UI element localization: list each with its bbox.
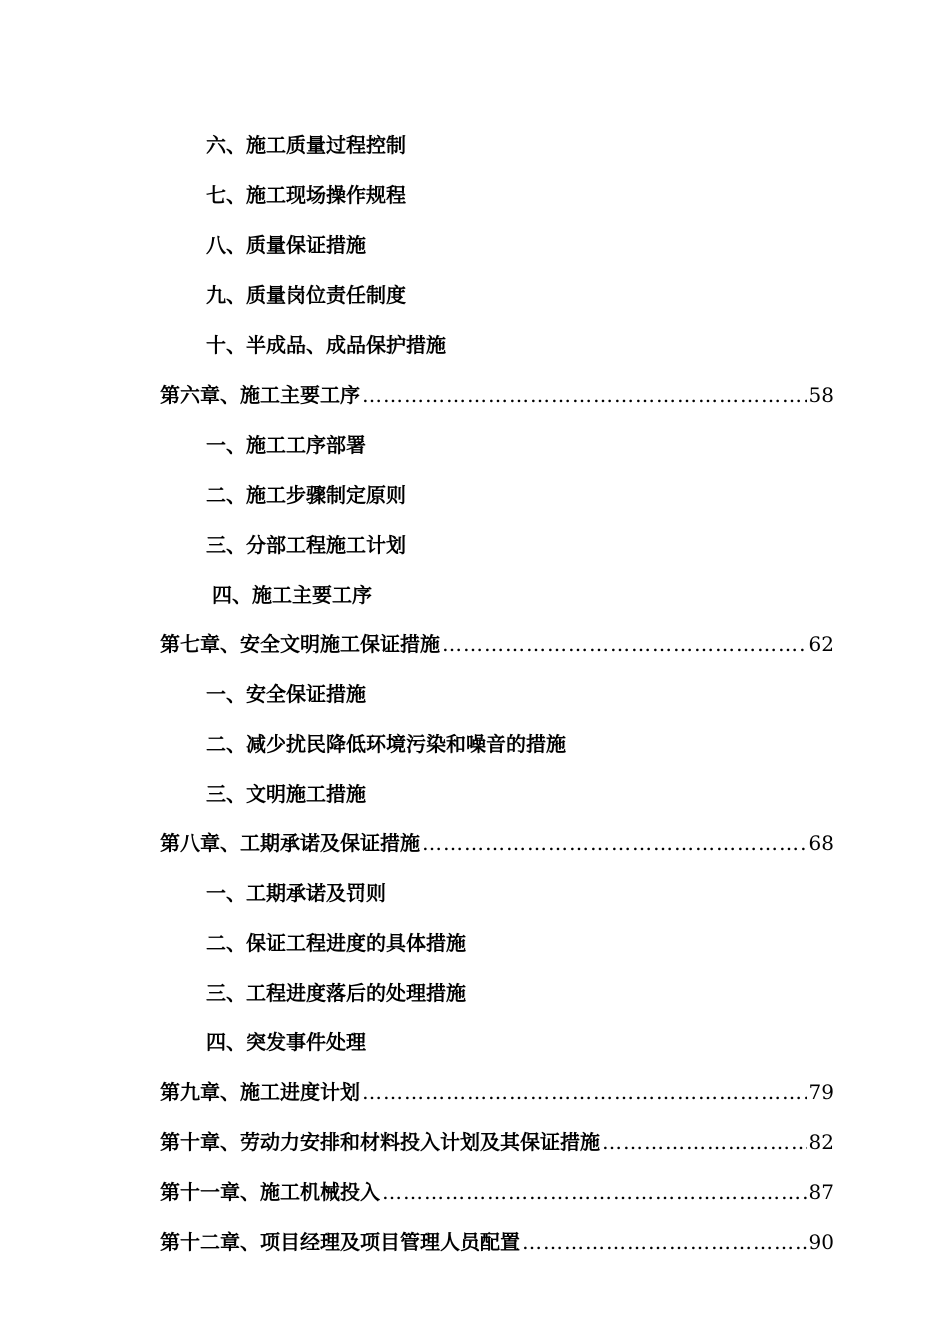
- toc-chapter-entry[interactable]: [160, 1077, 834, 1107]
- toc-entry[interactable]: [206, 928, 466, 958]
- toc-entry[interactable]: [206, 330, 446, 360]
- toc-entry-title: 二、保证工程进度的具体措施: [206, 931, 466, 955]
- toc-page-number: 82: [808, 1130, 834, 1154]
- toc-entry-title: 三、分部工程施工计划: [206, 533, 406, 557]
- toc-entry-title: 六、施工质量过程控制: [206, 133, 406, 157]
- toc-entry[interactable]: [206, 130, 406, 160]
- toc-chapter-title: 第六章、施工主要工序: [160, 383, 360, 407]
- toc-chapter-title: 第七章、安全文明施工保证措施: [160, 632, 440, 656]
- toc-entry-title: 一、安全保证措施: [206, 682, 366, 706]
- toc-entry-title: 八、质量保证措施: [206, 233, 366, 257]
- dot-leader: [522, 1227, 807, 1257]
- dot-leader: [362, 380, 807, 410]
- toc-entry-title: 三、工程进度落后的处理措施: [206, 981, 466, 1005]
- toc-chapter-entry[interactable]: [160, 828, 834, 858]
- dot-leader: [442, 629, 807, 659]
- toc-page-number: 90: [808, 1230, 834, 1254]
- toc-entry[interactable]: [206, 280, 406, 310]
- toc-entry[interactable]: [206, 978, 466, 1008]
- toc-chapter-entry[interactable]: [160, 1227, 834, 1257]
- toc-entry-title: 七、施工现场操作规程: [206, 183, 406, 207]
- toc-entry-title: 二、减少扰民降低环境污染和噪音的措施: [206, 732, 566, 756]
- toc-entry[interactable]: [206, 679, 366, 709]
- toc-entry-title: 四、突发事件处理: [206, 1030, 366, 1054]
- dot-leader: [362, 1077, 807, 1107]
- toc-entry[interactable]: [206, 530, 406, 560]
- toc-entry[interactable]: [206, 430, 366, 460]
- toc-chapter-title: 第十章、劳动力安排和材料投入计划及其保证措施: [160, 1130, 600, 1154]
- toc-chapter-entry[interactable]: [160, 1177, 834, 1207]
- toc-entry-title: 二、施工步骤制定原则: [206, 483, 406, 507]
- toc-entry-title: 一、施工工序部署: [206, 433, 366, 457]
- toc-chapter-title: 第十二章、项目经理及项目管理人员配置: [160, 1230, 520, 1254]
- toc-entry-title: 三、文明施工措施: [206, 782, 366, 806]
- toc-entry-title: 四、施工主要工序: [212, 583, 372, 607]
- toc-chapter-entry[interactable]: [160, 1127, 834, 1157]
- toc-entry-title: 一、工期承诺及罚则: [206, 881, 386, 905]
- toc-page-number: 58: [808, 383, 834, 407]
- dot-leader: [422, 828, 807, 858]
- toc-chapter-title: 第九章、施工进度计划: [160, 1080, 360, 1104]
- toc-page-number: 62: [808, 632, 834, 656]
- toc-chapter-title: 第十一章、施工机械投入: [160, 1180, 380, 1204]
- toc-entry[interactable]: [212, 580, 372, 610]
- toc-entry[interactable]: [206, 878, 386, 908]
- toc-chapter-entry[interactable]: [160, 629, 834, 659]
- dot-leader: [382, 1177, 807, 1207]
- toc-entry[interactable]: [206, 779, 366, 809]
- toc-entry-title: 十、半成品、成品保护措施: [206, 333, 446, 357]
- toc-entry[interactable]: [206, 480, 406, 510]
- toc-entry-title: 九、质量岗位责任制度: [206, 283, 406, 307]
- toc-entry[interactable]: [206, 180, 406, 210]
- toc-entry[interactable]: [206, 230, 366, 260]
- toc-chapter-entry[interactable]: [160, 380, 834, 410]
- toc-page-number: 79: [808, 1080, 834, 1104]
- toc-chapter-title: 第八章、工期承诺及保证措施: [160, 831, 420, 855]
- toc-page-number: 68: [808, 831, 834, 855]
- toc-entry[interactable]: [206, 729, 566, 759]
- toc-page-number: 87: [808, 1180, 834, 1204]
- toc-entry[interactable]: [206, 1027, 366, 1057]
- dot-leader: [602, 1127, 807, 1157]
